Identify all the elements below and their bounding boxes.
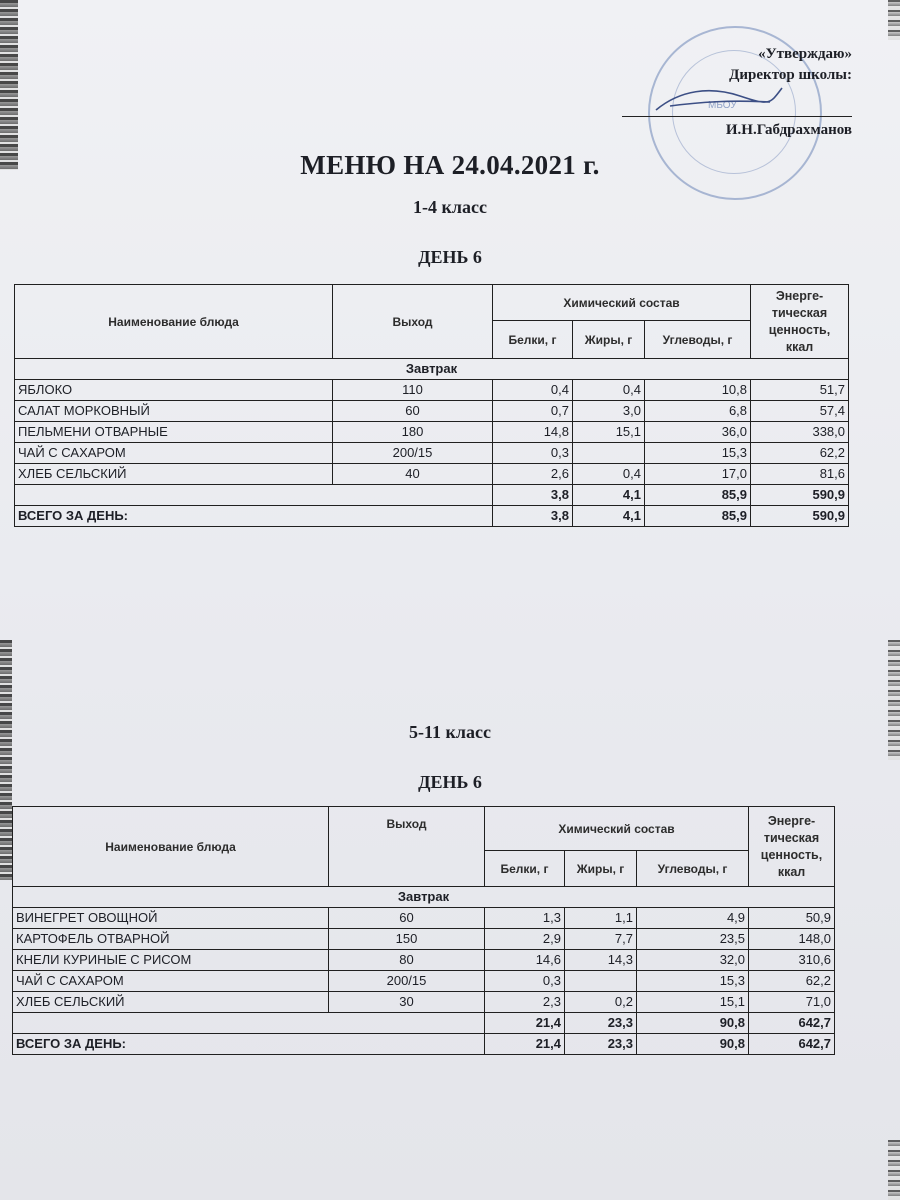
header-energy: Энерге-тическая ценность, ккал [749,807,835,887]
dish-fats: 14,3 [565,950,637,971]
dish-fats: 7,7 [565,929,637,950]
header-dish: Наименование блюда [15,285,333,359]
dish-output: 200/15 [329,971,485,992]
page-title: МЕНЮ НА 24.04.2021 г. [300,150,600,180]
day-heading: ДЕНЬ 6 [418,772,482,792]
total-proteins: 21,4 [485,1034,565,1055]
dish-name: КАРТОФЕЛЬ ОТВАРНОЙ [13,929,329,950]
header-chemical: Химический состав [485,807,749,851]
dish-output: 40 [333,464,493,485]
total-carbs: 85,9 [645,506,751,527]
dish-fats: 0,4 [573,464,645,485]
total-energy: 642,7 [749,1034,835,1055]
table-row [13,992,835,1013]
dish-carbs: 10,8 [645,380,751,401]
dish-proteins: 2,3 [485,992,565,1013]
total-label: ВСЕГО ЗА ДЕНЬ: [15,506,493,527]
header-proteins: Белки, г [485,851,565,887]
dish-energy: 338,0 [751,422,849,443]
dish-energy: 57,4 [751,401,849,422]
dish-name: ЧАЙ С САХАРОМ [13,971,329,992]
dish-energy: 81,6 [751,464,849,485]
table-row [13,908,835,929]
dish-proteins: 0,3 [485,971,565,992]
dish-carbs: 23,5 [637,929,749,950]
dish-energy: 62,2 [751,443,849,464]
dish-proteins: 14,6 [485,950,565,971]
dish-carbs: 15,3 [637,971,749,992]
total-energy: 590,9 [751,506,849,527]
scan-edge-right [888,0,900,40]
subtotal-label [13,1013,485,1034]
subtotal-proteins: 3,8 [493,485,573,506]
header-proteins: Белки, г [493,321,573,359]
meal-heading: Завтрак [13,887,835,908]
total-carbs: 90,8 [637,1034,749,1055]
dish-carbs: 36,0 [645,422,751,443]
approval-label: «Утверждаю» [758,46,852,62]
dish-carbs: 6,8 [645,401,751,422]
table-row [15,443,849,464]
dish-output: 80 [329,950,485,971]
director-name: И.Н.Габдрахманов [725,122,852,138]
header-fats: Жиры, г [573,321,645,359]
dish-energy: 50,9 [749,908,835,929]
dish-carbs: 15,3 [645,443,751,464]
dish-energy: 310,6 [749,950,835,971]
approval-position: Директор школы: [729,67,852,83]
scan-edge-left [0,640,12,880]
dish-proteins: 14,8 [493,422,573,443]
subtotal-proteins: 21,4 [485,1013,565,1034]
dish-energy: 148,0 [749,929,835,950]
header-output: Выход [329,807,485,887]
dish-output: 200/15 [333,443,493,464]
dish-fats: 1,1 [565,908,637,929]
header-fats: Жиры, г [565,851,637,887]
signature-line [622,116,852,117]
dish-energy: 62,2 [749,971,835,992]
dish-fats: 0,4 [573,380,645,401]
header-energy: Энерге-тическая ценность, ккал [751,285,849,359]
dish-carbs: 15,1 [637,992,749,1013]
scan-edge-left [0,0,18,170]
header-carbs: Углеводы, г [645,321,751,359]
dish-name: ЧАЙ С САХАРОМ [15,443,333,464]
table-row [13,929,835,950]
dish-name: ХЛЕБ СЕЛЬСКИЙ [15,464,333,485]
subtotal-row [13,1013,835,1034]
subtotal-fats: 23,3 [565,1013,637,1034]
header-output: Выход [333,285,493,359]
total-label: ВСЕГО ЗА ДЕНЬ: [13,1034,485,1055]
table-row [15,380,849,401]
header-chemical: Химический состав [493,285,751,321]
dish-name: КНЕЛИ КУРИНЫЕ С РИСОМ [13,950,329,971]
dish-output: 60 [333,401,493,422]
header-dish: Наименование блюда [13,807,329,887]
total-row [13,1034,835,1055]
dish-name: САЛАТ МОРКОВНЫЙ [15,401,333,422]
dish-name: ХЛЕБ СЕЛЬСКИЙ [13,992,329,1013]
day-heading: ДЕНЬ 6 [418,247,482,267]
dish-carbs: 32,0 [637,950,749,971]
dish-proteins: 2,6 [493,464,573,485]
table-row [13,950,835,971]
dish-proteins: 0,3 [493,443,573,464]
scan-edge-right [888,1140,900,1200]
table-row [13,971,835,992]
table-row [15,422,849,443]
subtotal-row [15,485,849,506]
dish-fats [565,971,637,992]
meal-heading: Завтрак [15,359,849,380]
header-carbs: Углеводы, г [637,851,749,887]
dish-name: ВИНЕГРЕТ ОВОЩНОЙ [13,908,329,929]
dish-name: ПЕЛЬМЕНИ ОТВАРНЫЕ [15,422,333,443]
table-row [15,464,849,485]
subtotal-label [15,485,493,506]
dish-proteins: 2,9 [485,929,565,950]
dish-proteins: 1,3 [485,908,565,929]
dish-proteins: 0,4 [493,380,573,401]
subtotal-carbs: 90,8 [637,1013,749,1034]
approval-block [612,44,852,144]
dish-proteins: 0,7 [493,401,573,422]
grade-heading: 1-4 класс [413,197,487,217]
dish-output: 60 [329,908,485,929]
table-row [15,401,849,422]
school-stamp: МБОУ [648,26,822,200]
total-proteins: 3,8 [493,506,573,527]
total-fats: 23,3 [565,1034,637,1055]
dish-output: 180 [333,422,493,443]
menu-table [14,284,849,527]
subtotal-energy: 642,7 [749,1013,835,1034]
dish-fats: 15,1 [573,422,645,443]
dish-name: ЯБЛОКО [15,380,333,401]
menu-table [12,806,835,1055]
dish-fats [573,443,645,464]
grade-heading: 5-11 класс [409,722,491,742]
subtotal-fats: 4,1 [573,485,645,506]
total-fats: 4,1 [573,506,645,527]
subtotal-energy: 590,9 [751,485,849,506]
dish-output: 30 [329,992,485,1013]
dish-output: 110 [333,380,493,401]
dish-output: 150 [329,929,485,950]
subtotal-carbs: 85,9 [645,485,751,506]
dish-fats: 0,2 [565,992,637,1013]
dish-carbs: 4,9 [637,908,749,929]
total-row [15,506,849,527]
dish-energy: 51,7 [751,380,849,401]
dish-energy: 71,0 [749,992,835,1013]
dish-carbs: 17,0 [645,464,751,485]
dish-fats: 3,0 [573,401,645,422]
